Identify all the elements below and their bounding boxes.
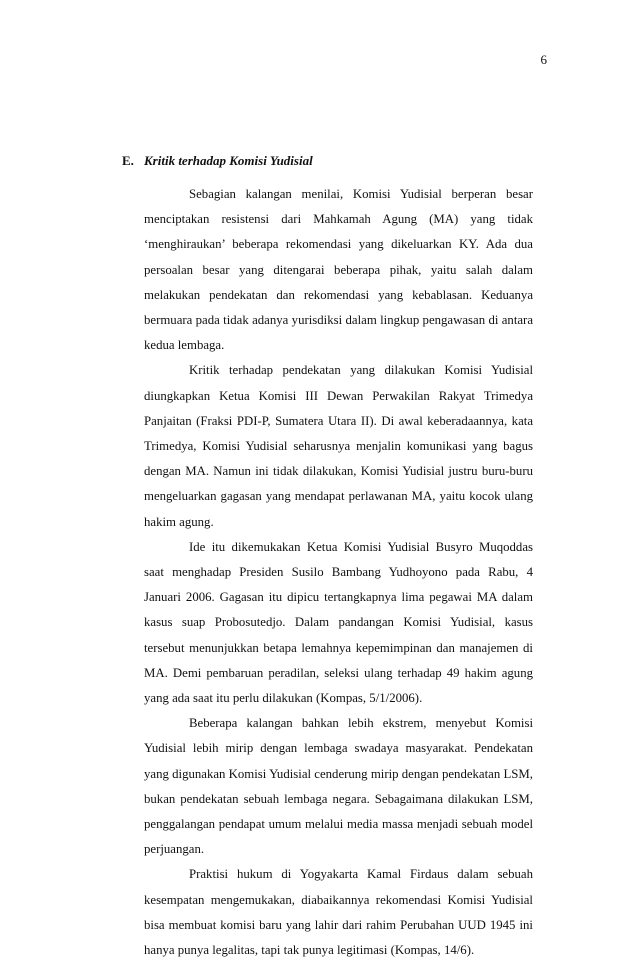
section-body — [144, 182, 533, 963]
paragraph: Kritik terhadap pendekatan yang dilakukan Komisi Yudisial diungkapkan Ketua Komisi III Dewan Perwakilan Rakyat Trimedya Panjaitan (Fraksi PDI-P, Sumatera Utara II). Di awal keberadaannya, kata Trimedya, Komisi Yudisial seharusnya menjalin komunikasi yang bagus dengan MA. Namun ini tidak dilakukan, Komisi Yudisial justru buru-buru mengeluarkan gagasan yang mendapat perlawanan MA, yaitu kocok ulang hakim agung. — [144, 363, 533, 529]
paragraph: Ide itu dikemukakan Ketua Komisi Yudisial Busyro Muqoddas saat menghadap Presiden Susilo Bambang Yudhoyono pada Rabu, 4 Januari 2006. Gagasan itu dipicu tertangkapnya lima pegawai MA dalam kasus suap Probosutedjo. Dalam pandangan Komisi Yudisial, kasus tersebut menunjukkan betapa lemahnya kepemimpinan dan manajemen di MA. Demi pembaruan peradilan, seleksi ulang terhadap 49 hakim agung yang ada saat itu perlu dilakukan (Kompas, 5/1/2006). — [144, 539, 533, 706]
paragraph: Beberapa kalangan bahkan lebih ekstrem, menyebut Komisi Yudisial lebih mirip dengan lembaga swadaya masyarakat. Pendekatan yang digunakan Komisi Yudisial cenderung mirip dengan pendekatan LSM, bukan pendekatan sebuah lembaga negara. Sebagaimana dilakukan LSM, penggalangan pendapat umum melalui media massa menjadi sebuah model perjuangan. — [144, 716, 533, 857]
section-title: Kritik terhadap Komisi Yudisial — [144, 153, 313, 168]
page-number: 6 — [540, 52, 547, 67]
section-e — [122, 153, 533, 963]
paragraph: Praktisi hukum di Yogyakarta Kamal Firdaus dalam sebuah kesempatan mengemukakan, diabaikannya rekomendasi Komisi Yudisial bisa membuat komisi baru yang lahir dari rahim Perubahan UUD 1945 ini hanya punya legalitas, tapi tak punya legitimasi (Kompas, 14/6). — [144, 867, 533, 958]
paragraph: Sebagian kalangan menilai, Komisi Yudisial berperan besar menciptakan resistensi dari Mahkamah Agung (MA) yang tidak ‘menghiraukan’ beberapa rekomendasi yang dikeluarkan KY. Ada dua persoalan besar yang ditengarai beberapa pihak, yaitu salah dalam melakukan pendekatan dan rekomendasi yang kebablasan. Keduanya bermuara pada tidak adanya yurisdiksi dalam lingkup pengawasan di antara kedua lembaga. — [144, 187, 533, 353]
section-letter: E. — [122, 153, 134, 168]
section-heading — [122, 153, 533, 169]
